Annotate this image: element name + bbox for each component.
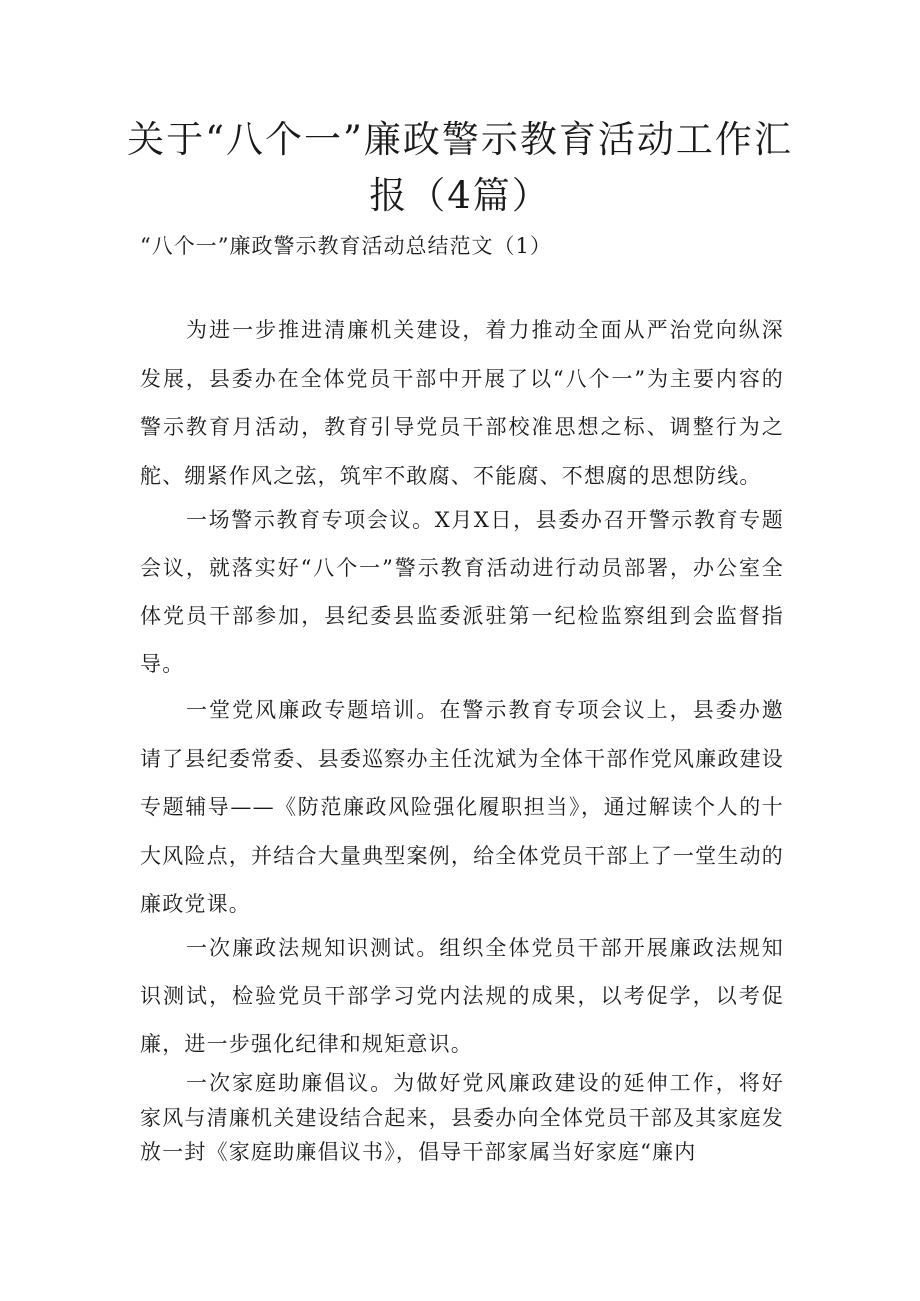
paragraph-training: 一堂党风廉政专题培训。在警示教育专项会议上，县委办邀请了县纪委常委、县委巡察办主任沈斌为全体干部作党风廉政建设专题辅导——《防范廉政风险强化履职担当》，通过解读个人的十大风险点，并结合大量典型案例，给全体党员干部上了一堂生动的廉政党课。 — [140, 698, 784, 916]
paragraph-intro: 为进一步推进清廉机关建设，着力推动全面从严治党向纵深发展，县委办在全体党员干部中开展了以“八个一”为主要内容的警示教育月活动，教育引导党员干部校准思想之标、调整行为之舵、绷紧作风之弦，筑牢不敢腐、不能腐、不想腐的思想防线。 — [140, 318, 784, 488]
paragraph-test: 一次廉政法规知识测试。组织全体党员干部开展廉政法规知识测试，检验党员干部学习党内法规的成果，以考促学，以考促廉，进一步强化纪律和规矩意识。 — [140, 936, 784, 1056]
paragraph-meeting: 一场警示教育专项会议。X月X日，县委办召开警示教育专题会议，就落实好“八个一”警示教育活动进行动员部署，办公室全体党员干部参加，县纪委县监委派驻第一纪检监察组到会监督指导。 — [140, 508, 784, 676]
document-title: 关于“八个一”廉政警示教育活动工作汇报（4篇） — [127, 118, 793, 217]
paragraph-family-initiative: 一次家庭助廉倡议。为做好党风廉政建设的延伸工作，将好家风与清廉机关建设结合起来，县委办向全体党员干部及其家庭发放一封《家庭助廉倡议书》，倡导干部家属当好家庭“廉内 — [140, 1071, 784, 1164]
section-heading: “八个一”廉政警示教育活动总结范文（1） — [140, 234, 552, 258]
